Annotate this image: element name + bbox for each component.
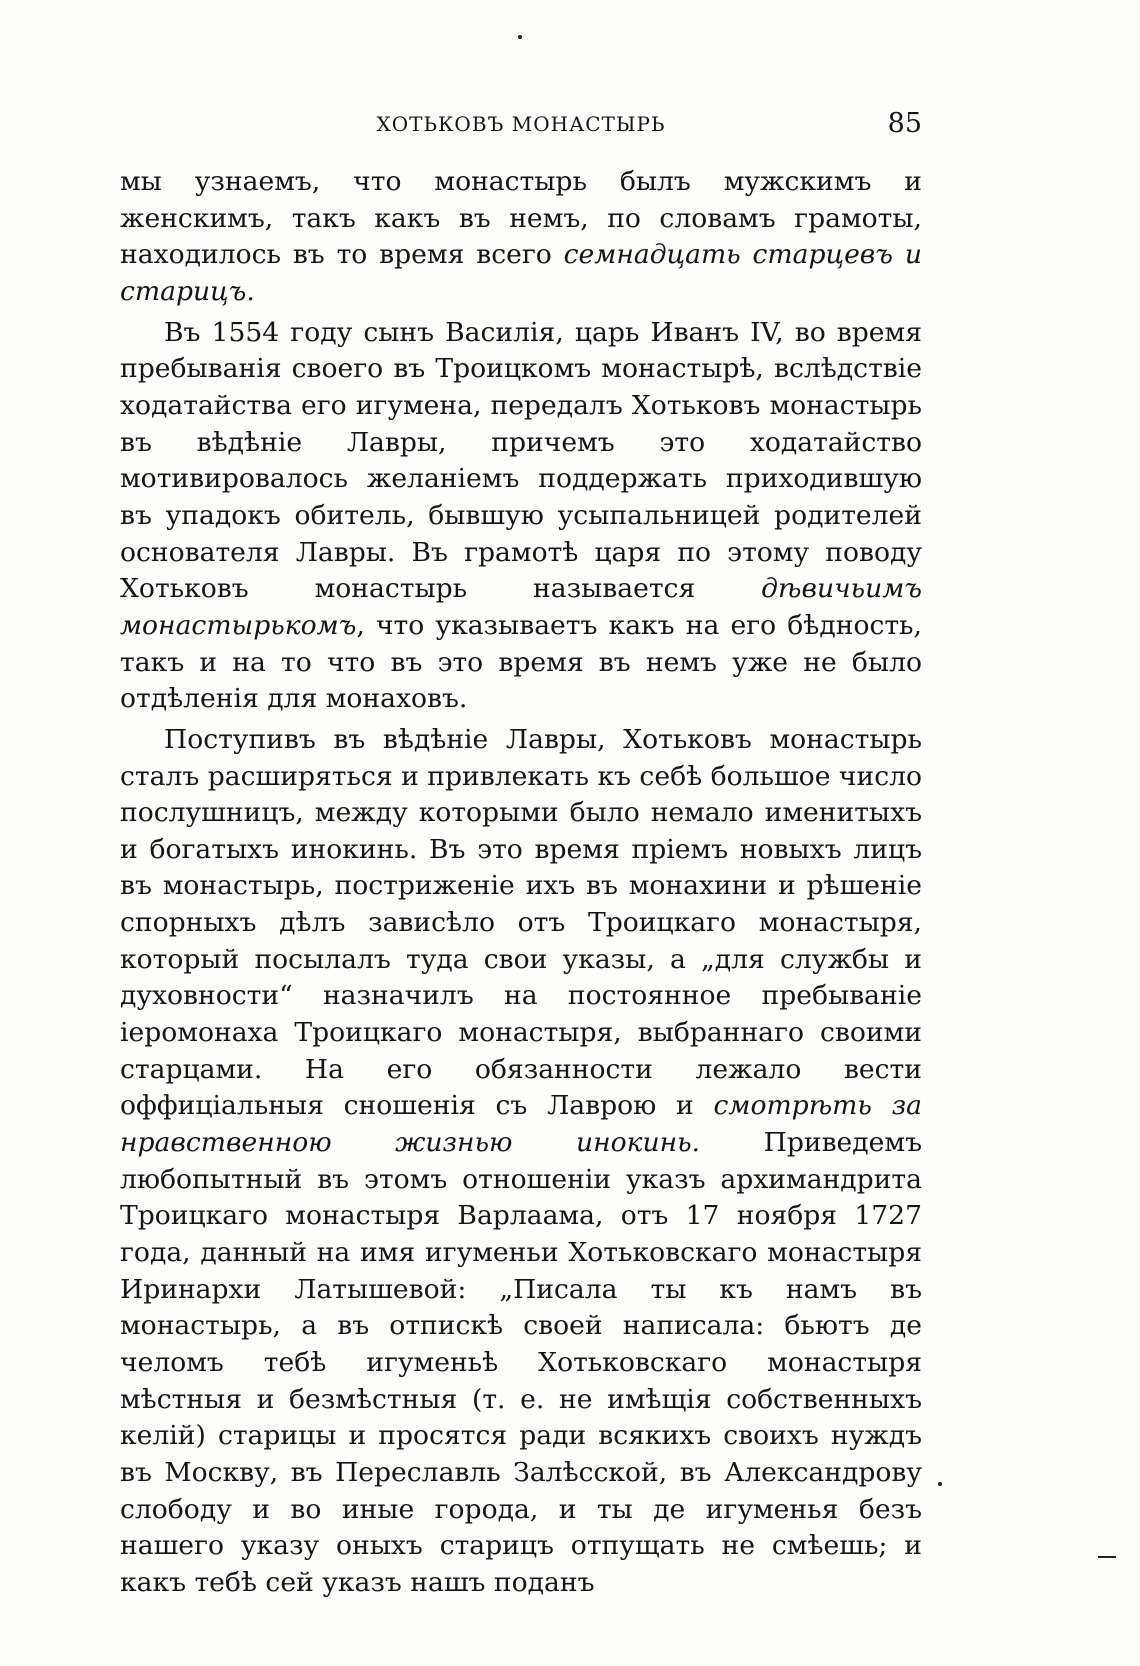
page-number: 85 bbox=[887, 108, 922, 139]
paragraph-2-text: Въ 1554 году сынъ Василія, царь Иванъ IV, во время пребыванія своего въ Троицкомъ монастырѣ, вслѣдствіе ходатайства его игумена, передалъ Хотьковъ монастырь въ вѣдѣніе Лавры, причемъ это ходатайство мотивировалось желаніемъ поддержать приходившую въ упадокъ обитель, бывшую усыпальницей родителей основателя Лавры. Въ грамотѣ царя по этому поводу Хотьковъ монастырь называется bbox=[120, 316, 922, 605]
paragraph-3-text-end: Приведемъ любопытный въ этомъ отношеніи указъ архимандрита Троицкаго монастыря Варлаама, отъ 17 ноября 1727 года, данный на имя игуменьи Хотьковскаго монастыря Иринархи Латышевой: „Писала ты къ намъ въ монастырь, а въ отпискѣ своей написала: бьютъ де челомъ тебѣ игуменьѣ Хотьковскаго монастыря мѣстныя и безмѣстныя (т. е. не имѣщія собственныхъ келій) старицы и просятся ради всякихъ своихъ нуждъ въ Москву, въ Переславль Залѣсской, въ Александрову слободу и во иные города, и ты де игуменья безъ нашего указу оныхъ старицъ отпущать не смѣешь; и какъ тебѣ сей указъ нашъ поданъ bbox=[120, 1127, 923, 1598]
paragraph-1-text: мы узнаемъ, что монастырь былъ мужскимъ и женскимъ, такъ какъ въ немъ, по словамъ грамоты, находилось въ то время всего bbox=[120, 166, 922, 271]
scan-speck bbox=[518, 35, 522, 39]
paragraph-1 bbox=[120, 164, 922, 311]
running-header bbox=[120, 104, 922, 144]
scan-speck bbox=[1098, 1556, 1116, 1558]
paragraph-3-text: Поступивъ въ вѣдѣніе Лавры, Хотьковъ монастырь сталъ расширяться и привлекать къ себѣ большое число послушницъ, между которыми было немало именитыхъ и богатыхъ инокинь. Въ это время пріемъ новыхъ лицъ въ монастырь, постриженіе ихъ въ монахини и рѣшеніе спорныхъ дѣлъ зависѣло отъ Троицкаго монастыря, который посылалъ туда свои указы, а „для службы и духовности“ назначилъ на постоянное пребываніе іеромонаха Троицкаго монастыря, выбраннаго своими старцами. На его обязанности лежало вести оффиціальныя сношенія съ Лаврою и bbox=[120, 723, 922, 1122]
paragraph-2-italic: дѣвичьимъ монастырькомъ bbox=[120, 573, 922, 641]
running-title: ХОТЬКОВЪ МОНАСТЫРЬ bbox=[376, 112, 666, 136]
paragraph-2 bbox=[120, 315, 922, 718]
paragraph-1-italic: семнадцать старцевъ и старицъ. bbox=[120, 239, 922, 307]
body-text bbox=[120, 164, 922, 1602]
scan-speck bbox=[938, 1482, 942, 1486]
paragraph-2-text-end: , что указываетъ какъ на его бѣдность, такъ и на то что въ это время въ немъ уже не было отдѣленія для монаховъ. bbox=[120, 609, 922, 715]
paragraph-3-italic: смотрѣть за нравственною жизнью инокинь. bbox=[120, 1090, 922, 1159]
paragraph-3 bbox=[120, 722, 922, 1602]
